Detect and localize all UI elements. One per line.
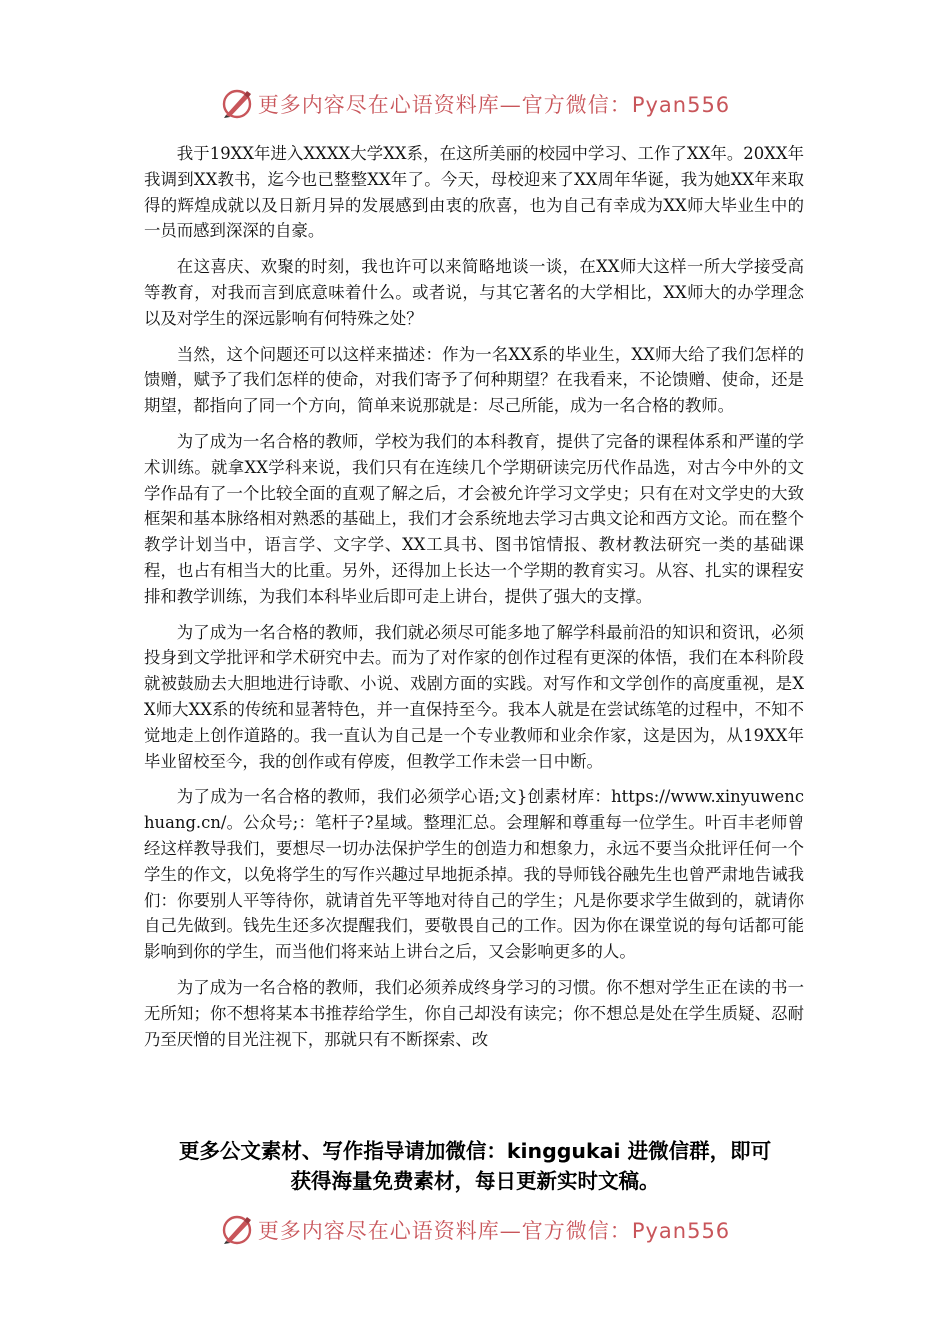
promo-line-1: 更多公文素材、写作指导请加微信：kinggukai 进微信群，即可 <box>178 1139 772 1163</box>
document-body <box>144 141 804 1062</box>
banner-text: 更多内容尽在心语资料库—官方微信：Pyan556 <box>257 93 731 117</box>
header-banner <box>0 84 950 124</box>
footer-banner <box>0 1210 950 1250</box>
banner-wechat-id: Pyan556 <box>631 93 731 117</box>
pen-logo-icon <box>220 1213 254 1247</box>
pen-logo-icon <box>220 87 254 121</box>
paragraph-3: 当然，这个问题还可以这样来描述：作为一名XX系的毕业生，XX师大给了我们怎样的馈赠，赋予了我们怎样的使命，对我们寄予了何种期望？在我看来，不论馈赠、使命，还是期望，都指向了同一个方向，简单来说那就是：尽己所能，成为一名合格的教师。 <box>144 344 804 416</box>
paragraph-7: 为了成为一名合格的教师，我们必须养成终身学习的习惯。你不想对学生正在读的书一无所知；你不想将某本书推荐给学生，你自己却没有读完；你不想总是处在学生质疑、忍耐乃至厌憎的目光注视下，那就只有不断探索、改 <box>144 977 804 1049</box>
paragraph-4: 为了成为一名合格的教师，学校为我们的本科教育，提供了完备的课程体系和严谨的学术训练。就拿XX学科来说，我们只有在连续几个学期研读完历代作品选，对古今中外的文学作品有了一个比较全面的直观了解之后，才会被允许学习文学史；只有在对文学史的大致框架和基本脉络相对熟悉的基础上，我们才会系统地去学习古典文论和西方文论。而在整个教学计划当中，语言学、文字学、XX工具书、图书馆情报、教材教法研究一类的基础课程，也占有相当大的比重。另外，还得加上长达一个学期的教育实习。从容、扎实的课程安排和教学训练，为我们本科毕业后即可走上讲台，提供了强大的支撑。 <box>144 431 804 606</box>
promo-line-2: 获得海量免费素材，每日更新实时文稿。 <box>290 1169 660 1193</box>
promo-notice <box>0 1136 950 1196</box>
paragraph-2: 在这喜庆、欢聚的时刻，我也许可以来简略地谈一谈，在XX师大这样一所大学接受高等教育，对我而言到底意味着什么。或者说，与其它著名的大学相比，XX师大的办学理念以及对学生的深远影响有何特殊之处？ <box>144 257 804 328</box>
paragraph-6: 为了成为一名合格的教师，我们必须学心语;文}创素材库：https://www.xinyuwenchuang.cn/。公众号;：笔杆子?星域。整理汇总。会理解和尊重每一位学生。叶百丰老师曾经这样教导我们，要想尽一切办法保护学生的创造力和想象力，永远不要当众批评任何一个学生的作文，以免将学生的写作兴趣过早地扼杀掉。我的导师钱谷融先生也曾严肃地告诫我们：你要别人平等待你，就请首先平等地对待自己的学生；凡是你要求学生做到的，就请你自己先做到。钱先生还多次提醒我们，要敬畏自己的工作。因为你在课堂说的每句话都可能影响到你的学生，而当他们将来站上讲台之后，又会影响更多的人。 <box>144 787 804 962</box>
banner-wechat-id: Pyan556 <box>631 1219 731 1243</box>
banner-text: 更多内容尽在心语资料库—官方微信：Pyan556 <box>257 1219 731 1243</box>
paragraph-5: 为了成为一名合格的教师，我们就必须尽可能多地了解学科最前沿的知识和资讯，必须投身到文学批评和学术研究中去。而为了对作家的创作过程有更深的体悟，我们在本科阶段就被鼓励去大胆地进行诗歌、小说、戏剧方面的实践。对写作和文学创作的高度重视，是XX师大XX系的传统和显著特色，并一直保持至今。我本人就是在尝试练笔的过程中，不知不觉地走上创作道路的。我一直认为自己是一个专业教师和业余作家，这是因为，从19XX年毕业留校至今，我的创作或有停废，但教学工作未尝一日中断。 <box>144 622 804 771</box>
paragraph-1: 我于19XX年进入XXXX大学XX系，在这所美丽的校园中学习、工作了XX年。20XX年我调到XX教书，迄今也已整整XX年了。今天，母校迎来了XX周年华诞，我为她XX年来取得的辉煌成就以及日新月异的发展感到由衷的欣喜，也为自己有幸成为XX师大毕业生中的一员而感到深深的自豪。 <box>144 144 804 241</box>
